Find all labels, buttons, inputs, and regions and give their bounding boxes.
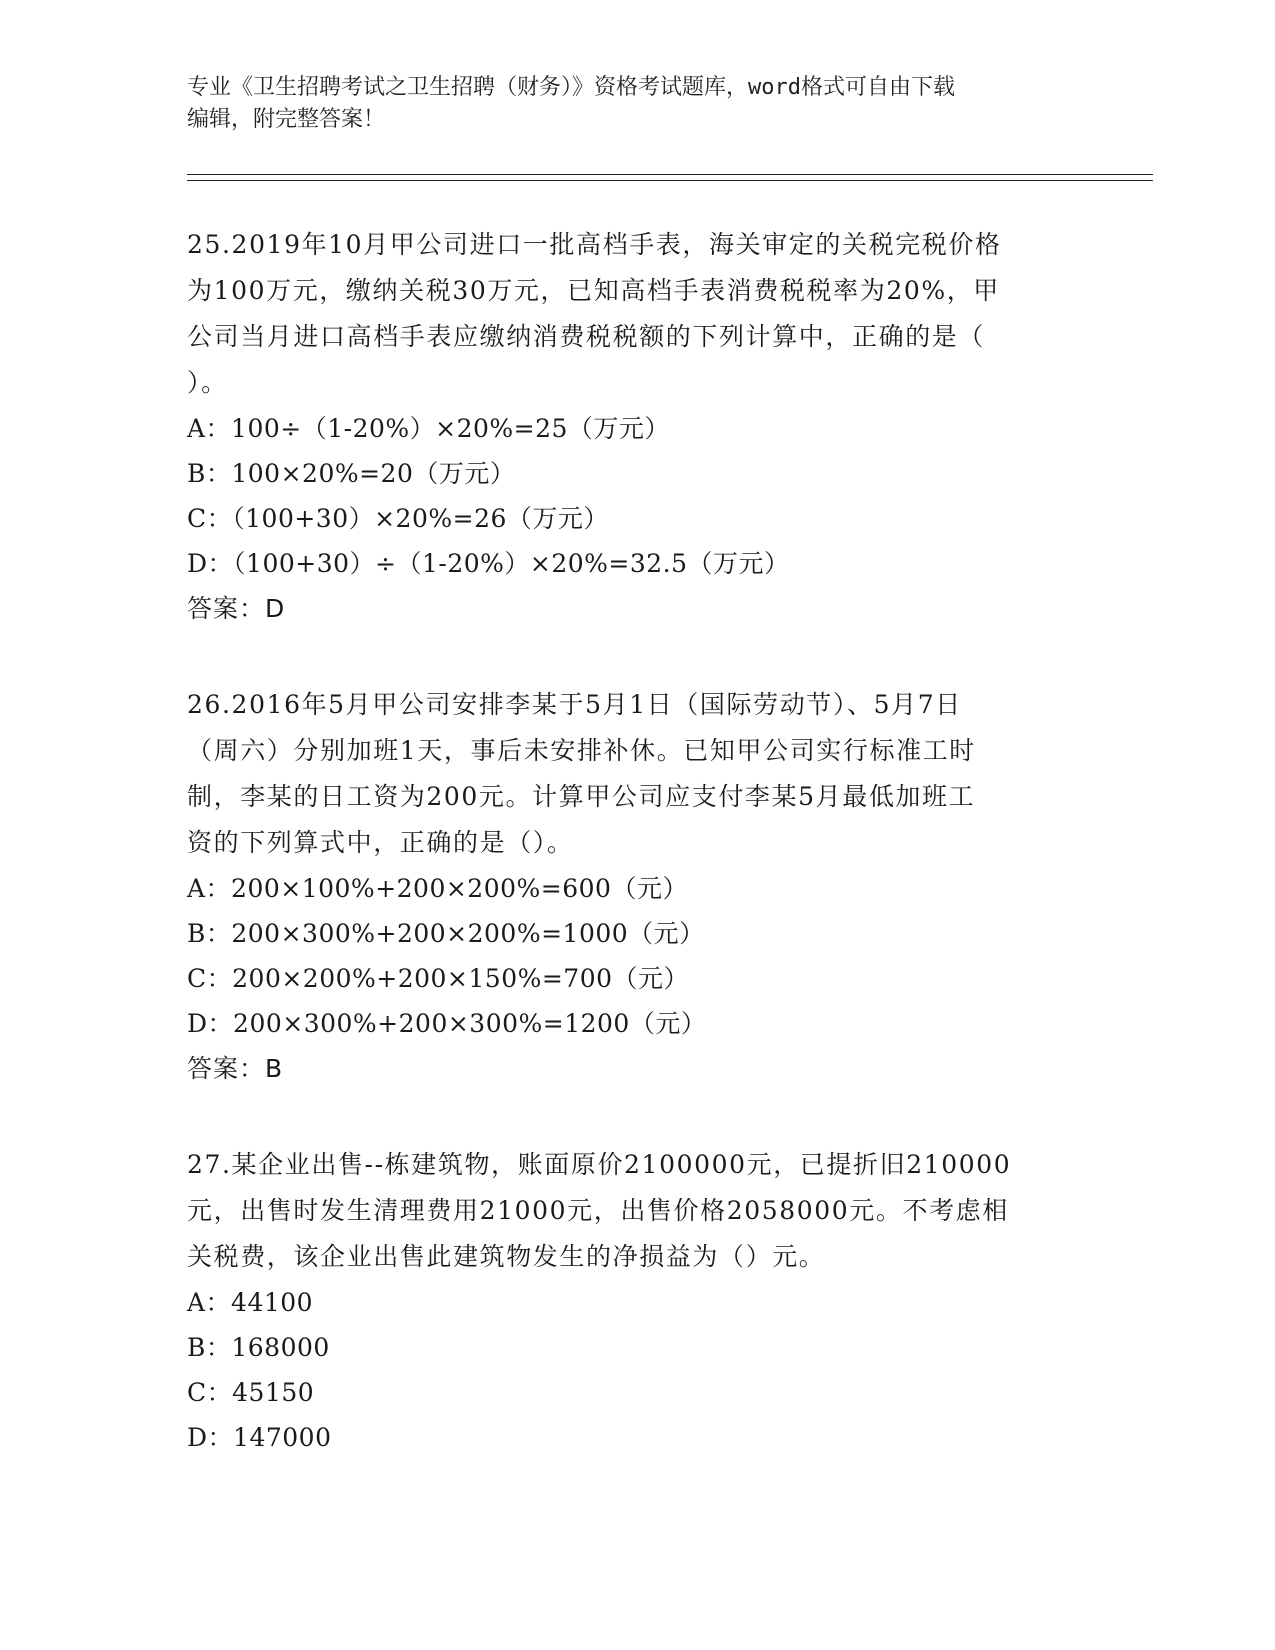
option-c: C：200×200%+200×150%=700（元） [187, 964, 690, 993]
header-divider-top [187, 174, 1153, 175]
question-stem-line: 为100万元，缴纳关税30万元，已知高档手表消费税税率为20%，甲 [187, 276, 1000, 305]
answer-label: 答案：B [187, 1054, 284, 1083]
question-27 [187, 1142, 1067, 1460]
question-stem-line: 元，出售时发生清理费用21000元，出售价格2058000元。不考虑相 [187, 1196, 1009, 1225]
option-c: C：45150 [187, 1378, 315, 1407]
document-header [187, 72, 1087, 136]
question-stem-line: 资的下列算式中，正确的是（）。 [187, 828, 574, 857]
option-c: C：（100+30）×20%=26（万元） [187, 504, 609, 533]
option-a: A：100÷（1-20%）×20%=25（万元） [187, 414, 670, 443]
option-b: B：100×20%=20（万元） [187, 459, 516, 488]
question-stem-line: 27.某企业出售--栋建筑物，账面原价2100000元，已提折旧210000 [187, 1150, 1012, 1179]
header-line-1: 专业《卫生招聘考试之卫生招聘（财务）》资格考试题库，word格式可自由下载 [187, 75, 955, 100]
option-d: D：147000 [187, 1423, 332, 1452]
question-25 [187, 222, 1067, 632]
question-stem-line: 25.2019年10月甲公司进口一批高档手表，海关审定的关税完税价格 [187, 230, 1002, 259]
question-stem-line: 26.2016年5月甲公司安排李某于5月1日（国际劳动节）、5月7日 [187, 690, 962, 719]
option-b: B：200×300%+200×200%=1000（元） [187, 919, 705, 948]
header-line-2: 编辑，附完整答案！ [187, 107, 386, 132]
question-stem-line: ）。 [187, 368, 228, 397]
question-stem-line: 公司当月进口高档手表应缴纳消费税税额的下列计算中，正确的是（ [187, 322, 986, 351]
option-b: B：168000 [187, 1333, 330, 1362]
option-a: A：200×100%+200×200%=600（元） [187, 874, 688, 903]
option-a: A：44100 [187, 1288, 314, 1317]
question-stem-line: 制，李某的日工资为200元。计算甲公司应支付李某5月最低加班工 [187, 782, 976, 811]
option-d: D：200×300%+200×300%=1200（元） [187, 1009, 707, 1038]
answer-label: 答案：D [187, 594, 286, 623]
question-stem-line: 关税费，该企业出售此建筑物发生的净损益为（）元。 [187, 1242, 826, 1271]
header-divider-bottom [187, 180, 1153, 181]
question-26 [187, 682, 1067, 1092]
option-d: D：（100+30）÷（1-20%）×20%=32.5（万元） [187, 549, 790, 578]
question-stem-line: （周六）分别加班1天，事后未安排补休。已知甲公司实行标准工时 [187, 736, 976, 765]
